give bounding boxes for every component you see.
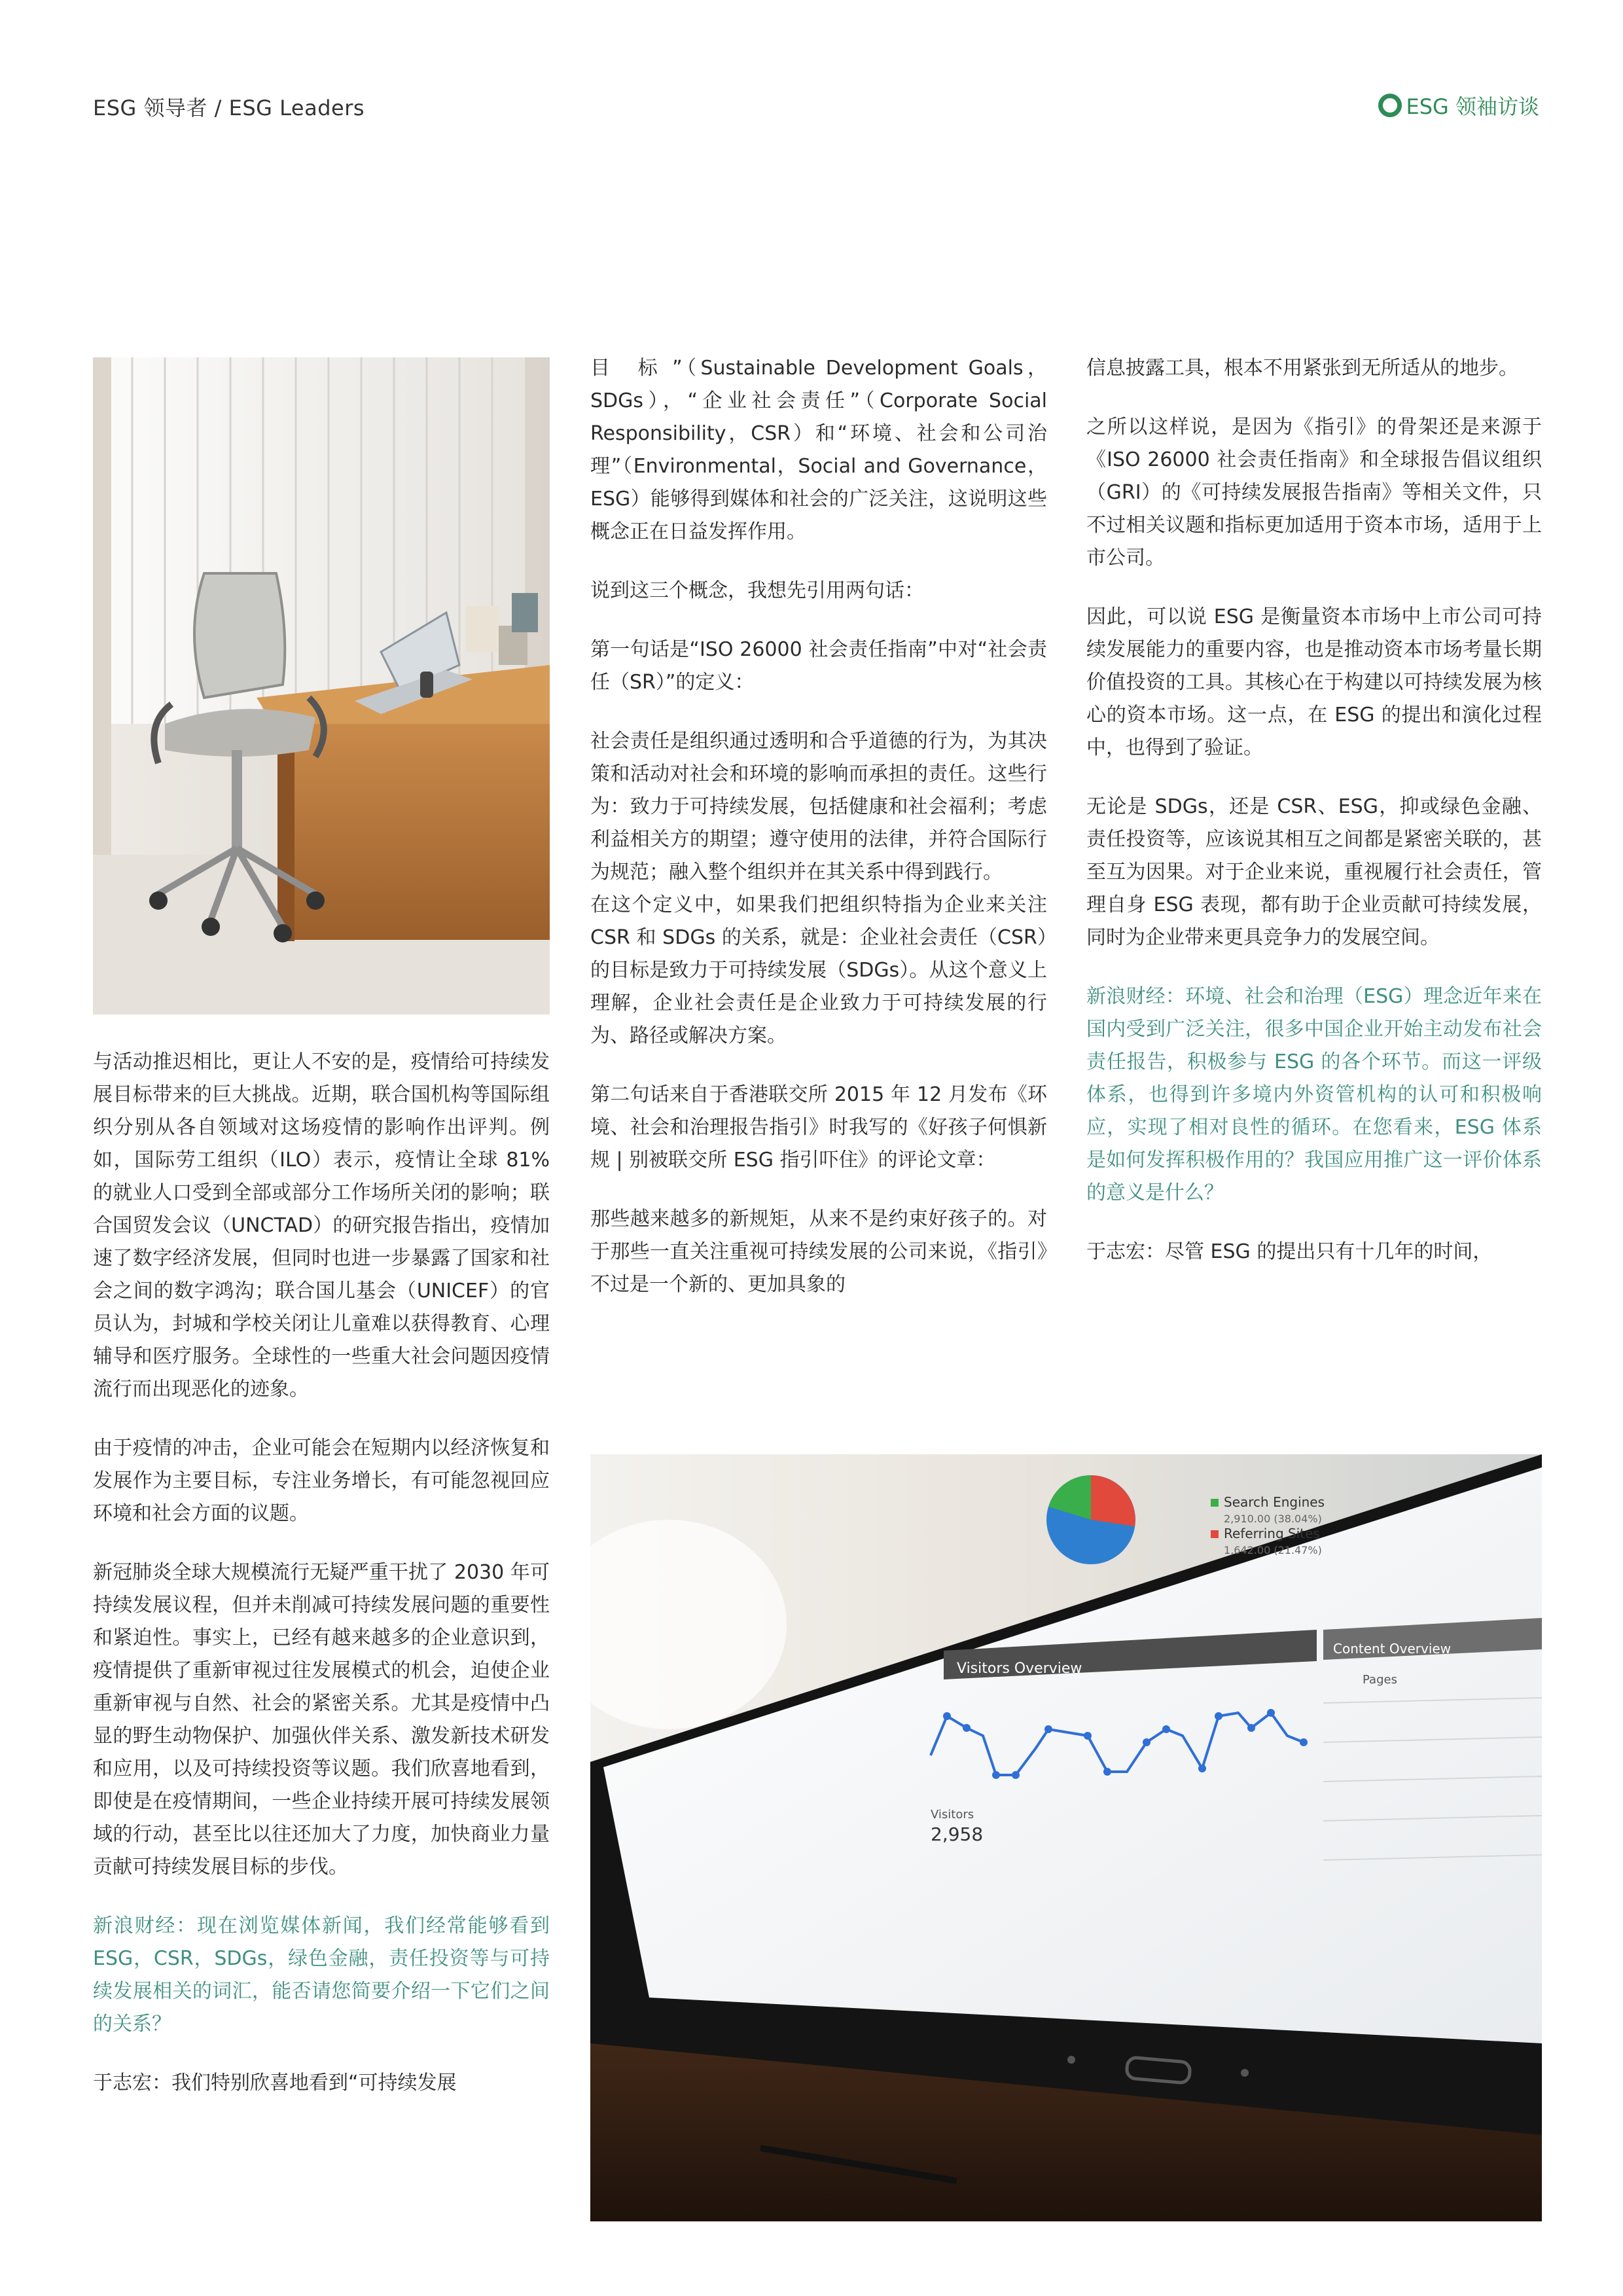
paragraph: 由于疫情的冲击，企业可能会在短期内以经济恢复和发展作为主要目标，专注业务增长，有可能忽视回应环境和社会方面的议题。	[93, 1437, 550, 1525]
text-column-2	[590, 352, 1047, 1327]
interview-answer: 于志宏：我们特别欣喜地看到“可持续发展	[93, 2072, 457, 2094]
ring-logo-icon	[1378, 94, 1402, 117]
text-column-3	[1086, 352, 1542, 1295]
visitors-value: 2,958	[931, 1823, 984, 1845]
paragraph: 与活动推迟相比，更让人不安的是，疫情给可持续发展目标带来的巨大挑战。近期，联合国机构等国际组织分别从各自领域对这场疫情的影响作出评判。例如，国际劳工组织（ILO）表示，疫情让全球 81% 的就业人口受到全部或部分工作场所关闭的影响；联合国贸发会议（UNCTAD）的研究报告指出，疫情加速了数字经济发展，但同时也进一步暴露了国家和社会之间的数字鸿沟；联合国儿基会（UNICEF）的官员认为，封城和学校关闭让儿童难以获得教育、心理辅导和医疗服务。全球性的一些重大社会问题因疫情流行而出现恶化的迹象。	[93, 1050, 550, 1401]
office-desk-chair-photo	[93, 357, 550, 1014]
paragraph: 第二句话来自于香港联交所 2015 年 12 月发布《环境、社会和治理报告指引》时我写的《好孩子何惧新规 | 别被联交所 ESG 指引吓住》的评论文章：	[590, 1083, 1047, 1172]
text-column-1	[93, 1046, 550, 2126]
paragraph: 说到这三个概念，我想先引用两句话：	[590, 579, 924, 602]
paragraph: 那些越来越多的新规矩，从来不是约束好孩子的。对于那些一直关注重视可持续发展的公司来说，《指引》不过是一个新的、更加具象的	[590, 1208, 1047, 1296]
interview-question: 新浪财经：现在浏览媒体新闻，我们经常能够看到 ESG，CSR，SDGs，绿色金融，责任投资等与可持续发展相关的词汇，能否请您简要介绍一下它们之间的关系？	[93, 1914, 550, 2036]
definition-quote: 社会责任是组织通过透明和合乎道德的行为，为其决策和活动对社会和环境的影响而承担的责任。这些行为：致力于可持续发展，包括健康和社会福利；考虑利益相关方的期望；遵守使用的法律，并符合国际行为规范；融入整个组织并在其关系中得到践行。	[590, 730, 1047, 884]
interview-answer: 于志宏：尽管 ESG 的提出只有十几年的时间，	[1086, 1240, 1493, 1263]
content-overview-title: Content Overview	[1333, 1641, 1452, 1657]
interview-question: 新浪财经：环境、社会和治理（ESG）理念近年来在国内受到广泛关注，很多中国企业开始主动发布社会责任报告，积极参与 ESG 的各个环节。而这一评级体系，也得到许多境内外资管机构的认可和积极响应，实现了相对良性的循环。在您看来，ESG 体系是如何发挥积极作用的？我国应用推广这一评价体系的意义是什么？	[1086, 985, 1542, 1204]
legend-referring-label: Referring Sites	[1224, 1526, 1320, 1541]
paragraph: 无论是 SDGs，还是 CSR、ESG，抑或绿色金融、责任投资等，应该说其相互之间都是紧密关联的，甚至互为因果。对于企业来说，重视履行社会责任，管理自身 ESG 表现，都有助于企业贡献可持续发展，同时为企业带来更具竞争力的发展空间。	[1086, 795, 1542, 949]
legend-swatch	[1211, 1530, 1219, 1538]
running-header-left: ESG 领导者 / ESG Leaders	[93, 96, 365, 120]
pages-label: Pages	[1363, 1673, 1397, 1687]
paragraph: 之所以这样说，是因为《指引》的骨架还是来源于《ISO 26000 社会责任指南》和全球报告倡议组织（GRI）的《可持续发展报告指南》等相关文件，只不过相关议题和指标更加适用于资本市场，适用于上市公司。	[1086, 416, 1542, 569]
paragraph: 目 标 ”（Sustainable Development Goals，SDGs），“企业社会责任”（Corporate Social Responsibility，CSR）和“环境、社会和公司治理”（Environmental，Social and Governance，ESG）能够得到媒体和社会的广泛关注，这说明这些概念正在日益发挥作用。	[590, 357, 1047, 543]
running-header-right	[1378, 90, 1539, 120]
paragraph: 信息披露工具，根本不用紧张到无所适从的地步。	[1086, 357, 1518, 380]
paragraph: 第一句话是“ISO 26000 社会责任指南”中对“社会责任（SR）”的定义：	[590, 638, 1047, 694]
pie-chart-graphic	[1046, 1475, 1135, 1564]
legend-referring-value: 1,642.00 (21.47%)	[1224, 1544, 1322, 1556]
legend-swatch	[1211, 1499, 1219, 1507]
legend-search-label: Search Engines	[1224, 1494, 1325, 1510]
paragraph: 因此，可以说 ESG 是衡量资本市场中上市公司可持续发展能力的重要内容，也是推动资本市场考量长期价值投资的工具。其核心在于构建以可持续发展为核心的资本市场。这一点，在 ESG 的提出和演化过程中，也得到了验证。	[1086, 605, 1542, 759]
paragraph: 在这个定义中，如果我们把组织特指为企业来关注 CSR 和 SDGs 的关系，就是：企业社会责任（CSR）的目标是致力于可持续发展（SDGs）。从这个意义上理解，企业社会责任是企业致力于可持续发展的行为、路径或解决方案。	[590, 893, 1047, 1047]
paragraph: 新冠肺炎全球大规模流行无疑严重干扰了 2030 年可持续发展议程，但并未削减可持续发展问题的重要性和紧迫性。事实上，已经有越来越多的企业意识到，疫情提供了重新审视过往发展模式的机会，迫使企业重新审视与自然、社会的紧密关系。尤其是疫情中凸显的野生动物保护、加强伙伴关系、激发新技术研发和应用，以及可持续投资等议题。我们欣喜地看到，即使是在疫情期间，一些企业持续开展可持续发展领域的行动，甚至比以往还加大了力度，加快商业力量贡献可持续发展目标的步伐。	[93, 1561, 550, 1878]
visitors-overview-title: Visitors Overview	[957, 1660, 1082, 1677]
legend-search-value: 2,910.00 (38.04%)	[1224, 1513, 1322, 1525]
tablet-analytics-photo	[590, 1454, 1542, 2221]
section-title: ESG 领袖访谈	[1406, 94, 1539, 119]
visitors-label: Visitors	[931, 1808, 974, 1821]
